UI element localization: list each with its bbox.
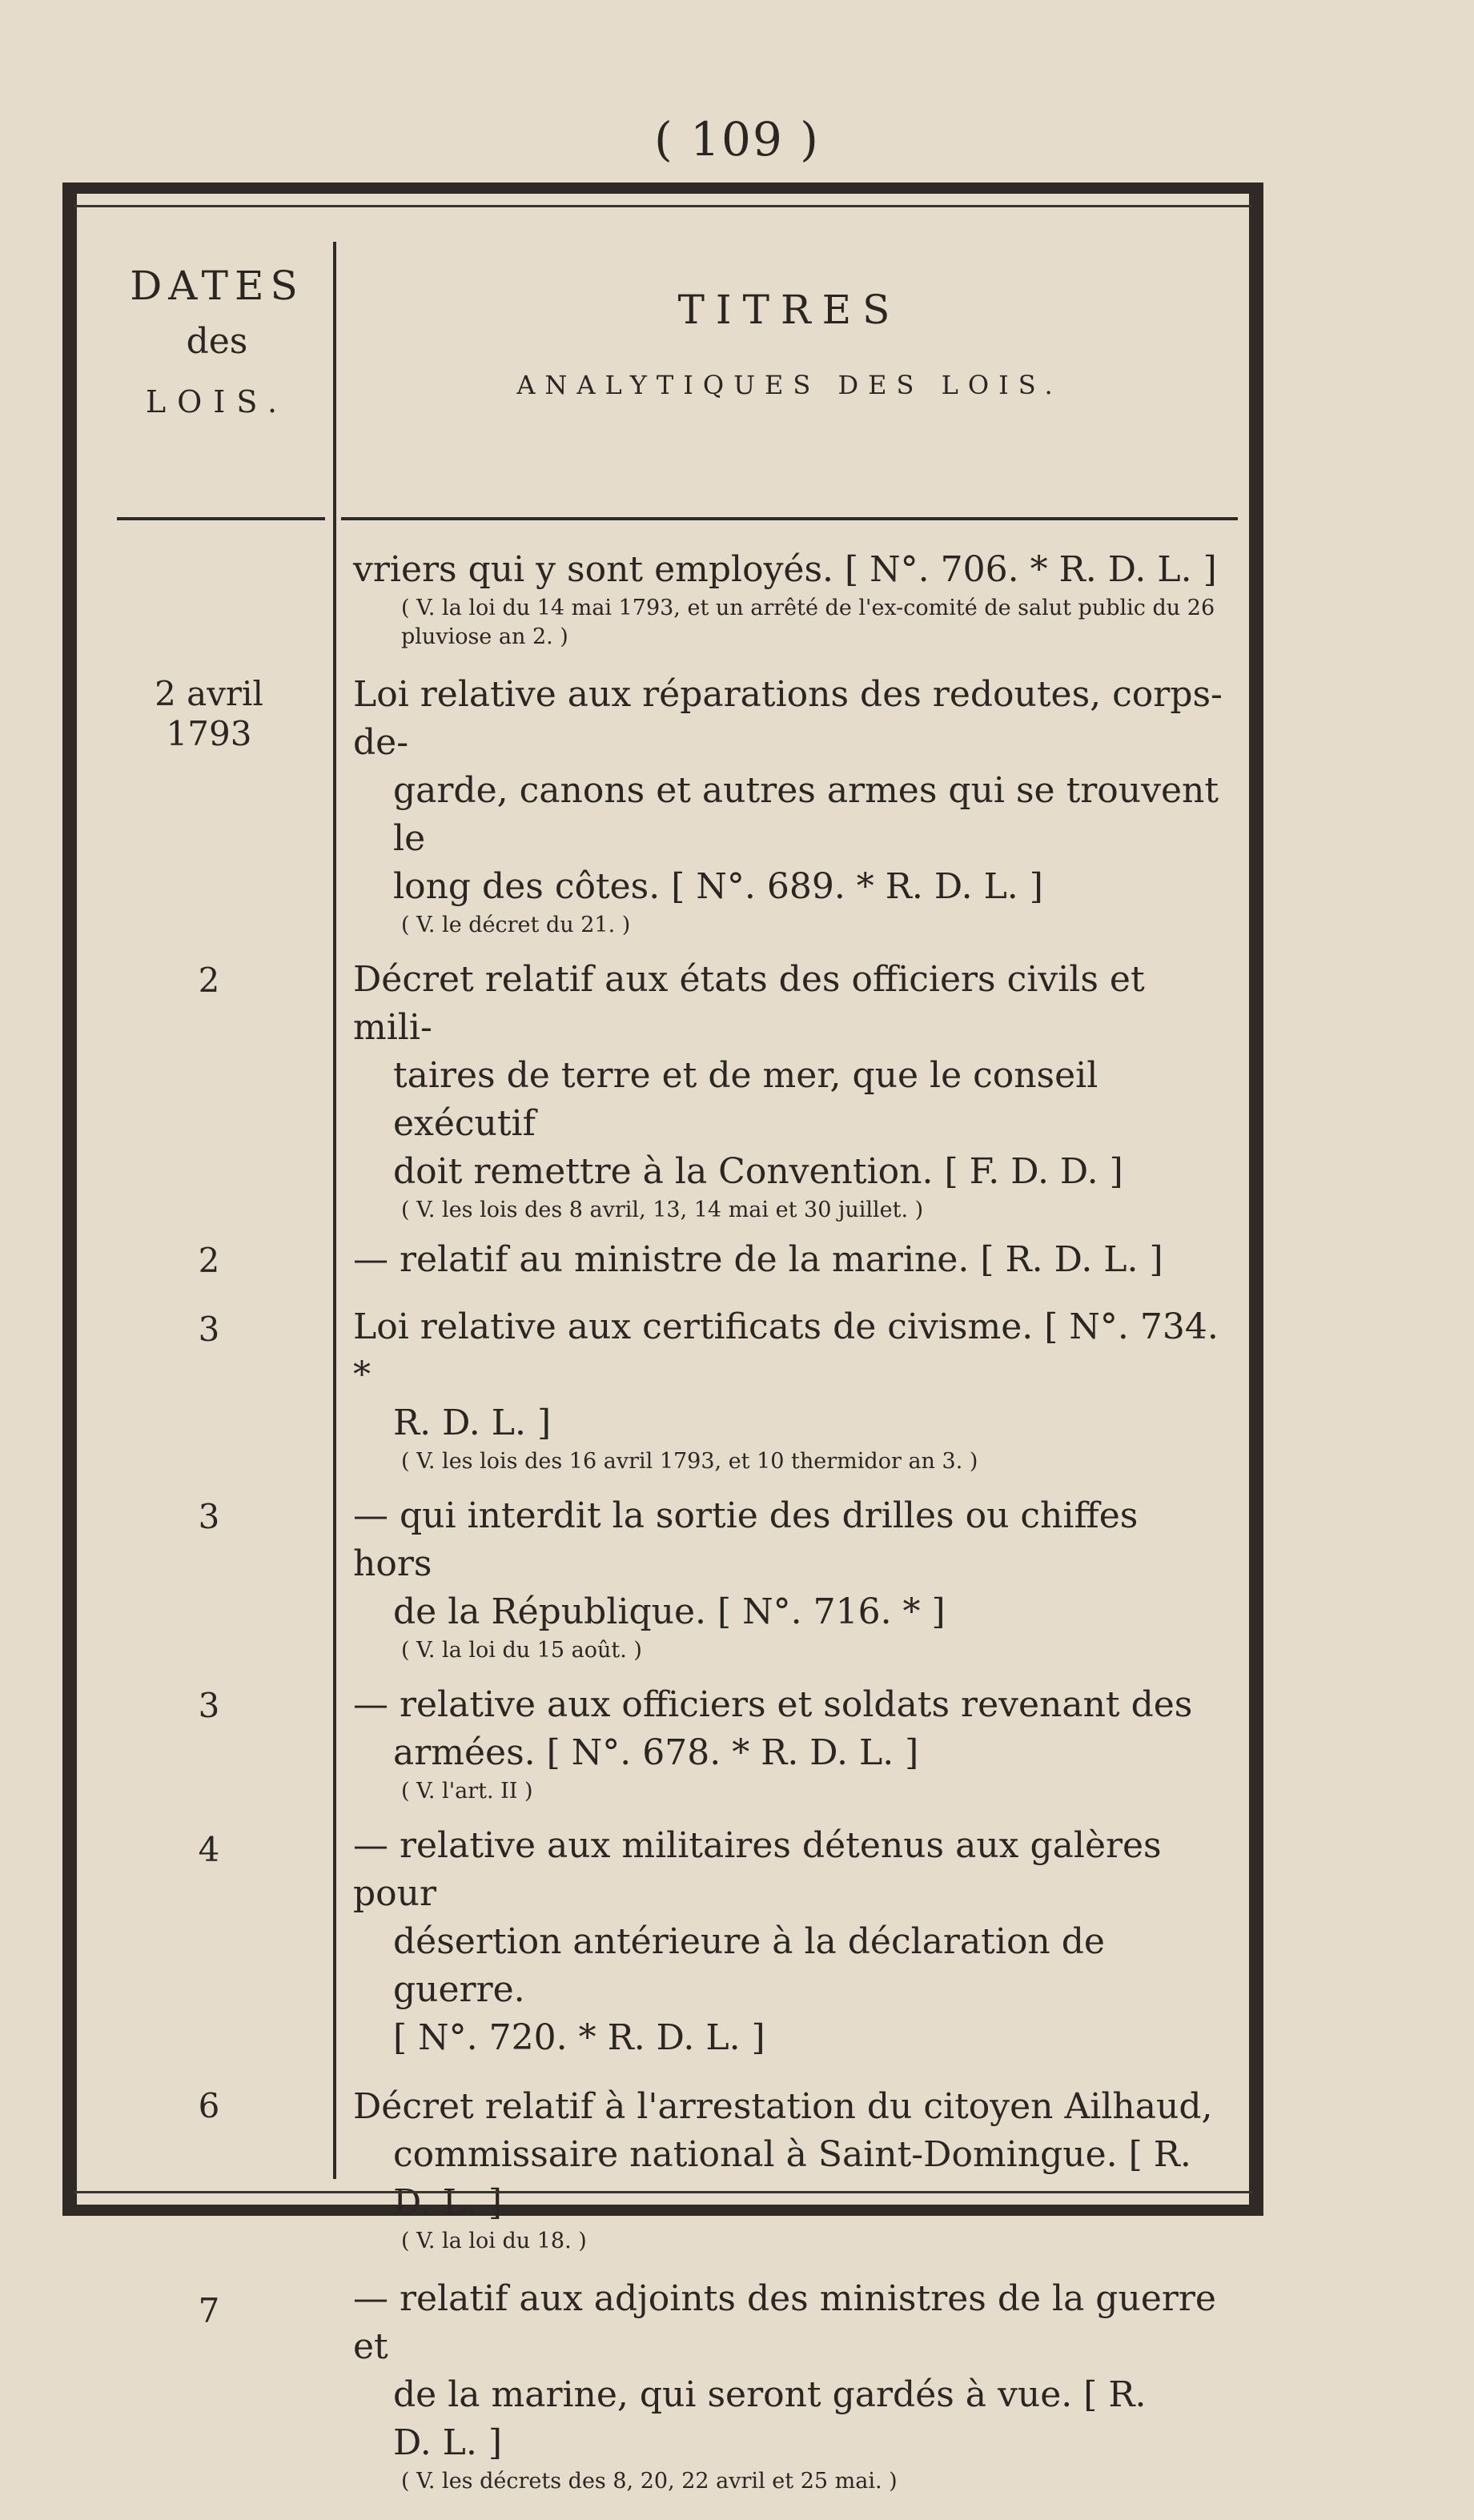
- entry-date: 3: [198, 1686, 220, 1725]
- entry-note: ( V. les lois des 16 avril 1793, et 10 thermidor an 3. ): [401, 1449, 978, 1474]
- law-entry: [77, 1681, 1249, 1806]
- entry-line: doit remettre à la Convention. [ F. D. D. ]: [393, 1151, 1123, 1192]
- entry-line: Décret relatif à l'arrestation du citoyen Ailhaud,: [353, 2086, 1213, 2127]
- entry-text: [353, 546, 1226, 652]
- entry-line: D. L. ]: [393, 2182, 503, 2223]
- entry-line: Loi relative aux réparations des redoutes, corps-de-: [353, 674, 1223, 763]
- entry-note: ( V. les lois des 8 avril, 13, 14 mai et 30 juillet. ): [401, 1198, 924, 1222]
- header-rule-left: [117, 517, 325, 520]
- entry-line: — relatif aux adjoints des ministres de la guerre et: [353, 2278, 1216, 2367]
- law-entry: [77, 546, 1249, 652]
- entry-note: ( V. la loi du 14 mai 1793, et un arrêté de l'ex-comité de salut public du 26 pluviose an 2. ): [401, 596, 1215, 649]
- entry-line: désertion antérieure à la déclaration de guerre.: [393, 1921, 1105, 2010]
- entry-line: long des côtes. [ N°. 689. * R. D. L. ]: [393, 866, 1043, 907]
- entry-text: [353, 1822, 1226, 2062]
- law-entry: [77, 2275, 1249, 2496]
- entry-date: 2 avril 1793: [155, 674, 263, 753]
- entry-text: [353, 1236, 1226, 1284]
- law-entry: [77, 671, 1249, 940]
- entry-line: Décret relatif aux états des officiers civils et mili-: [353, 959, 1145, 1048]
- entry-line: — relative aux militaires détenus aux galères pour: [353, 1825, 1162, 1914]
- header-dates-column: [101, 258, 333, 434]
- law-entry: [77, 956, 1249, 1225]
- entry-date: 2: [198, 1241, 220, 1280]
- law-entry: [77, 1303, 1249, 1476]
- entry-date: 3: [198, 1310, 220, 1349]
- entries-list: [77, 546, 1249, 2496]
- entry-date: 7: [198, 2291, 220, 2330]
- entry-line: garde, canons et autres armes qui se trouvent le: [393, 770, 1219, 859]
- header-analytiques: ANALYTIQUES DES LOIS.: [516, 370, 1062, 400]
- entry-text: [353, 1492, 1226, 1665]
- entry-date: 4: [198, 1830, 220, 1869]
- entry-line: de la marine, qui seront gardés à vue. [ R.: [393, 2374, 1147, 2415]
- entry-note: ( V. la loi du 15 août. ): [401, 1638, 642, 1663]
- entry-text: [353, 956, 1226, 1225]
- entry-text: [353, 1303, 1226, 1476]
- entry-date: 2: [198, 961, 220, 1000]
- entry-line: vriers qui y sont employés. [ N°. 706. * R. D. L. ]: [353, 549, 1217, 590]
- law-entry: [77, 2083, 1249, 2256]
- entry-line: commissaire national à Saint-Domingue. [ R.: [393, 2134, 1191, 2175]
- entry-line: [ N°. 720. * R. D. L. ]: [393, 2017, 765, 2058]
- page-number: ( 109 ): [654, 112, 820, 167]
- entry-line: — qui interdit la sortie des drilles ou chiffes hors: [353, 1495, 1139, 1584]
- entry-text: [353, 1681, 1226, 1806]
- entry-note: ( V. le décret du 21. ): [401, 913, 631, 937]
- entry-line: Loi relative aux certificats de civisme. [ N°. 734. *: [353, 1306, 1219, 1395]
- entry-line: R. D. L. ]: [393, 1402, 552, 1443]
- entry-line: — relative aux officiers et soldats revenant des: [353, 1684, 1193, 1725]
- law-entry: [77, 1492, 1249, 1665]
- header-titles-column: [341, 282, 1238, 400]
- header-lois: LOIS.: [145, 384, 289, 419]
- entry-date: 3: [198, 1497, 220, 1536]
- entry-note: ( V. l'art. II ): [401, 1779, 533, 1804]
- entry-line: de la République. [ N°. 716. * ]: [393, 1591, 946, 1632]
- entry-text: [353, 671, 1226, 940]
- entry-note: ( V. la loi du 18. ): [401, 2229, 587, 2253]
- law-entry: [77, 1822, 1249, 2062]
- entry-text: [353, 2275, 1226, 2496]
- entry-line: — relatif au ministre de la marine. [ R. D. L. ]: [353, 1239, 1163, 1280]
- law-entry: [77, 1236, 1249, 1284]
- entry-line: armées. [ N°. 678. * R. D. L. ]: [393, 1732, 919, 1773]
- header-rule-right: [341, 517, 1238, 520]
- entry-line: D. L. ]: [393, 2422, 503, 2463]
- header-titres: TITRES: [677, 287, 902, 333]
- table-frame: [62, 183, 1263, 2494]
- entry-line: taires de terre et de mer, que le conseil exécutif: [393, 1055, 1098, 1144]
- entry-date: 6: [198, 2086, 220, 2125]
- entry-text: [353, 2083, 1226, 2256]
- header-dates: DATES: [130, 263, 304, 309]
- header-des: des: [186, 321, 248, 362]
- entry-note: ( V. les décrets des 8, 20, 22 avril et 25 mai. ): [401, 2469, 898, 2494]
